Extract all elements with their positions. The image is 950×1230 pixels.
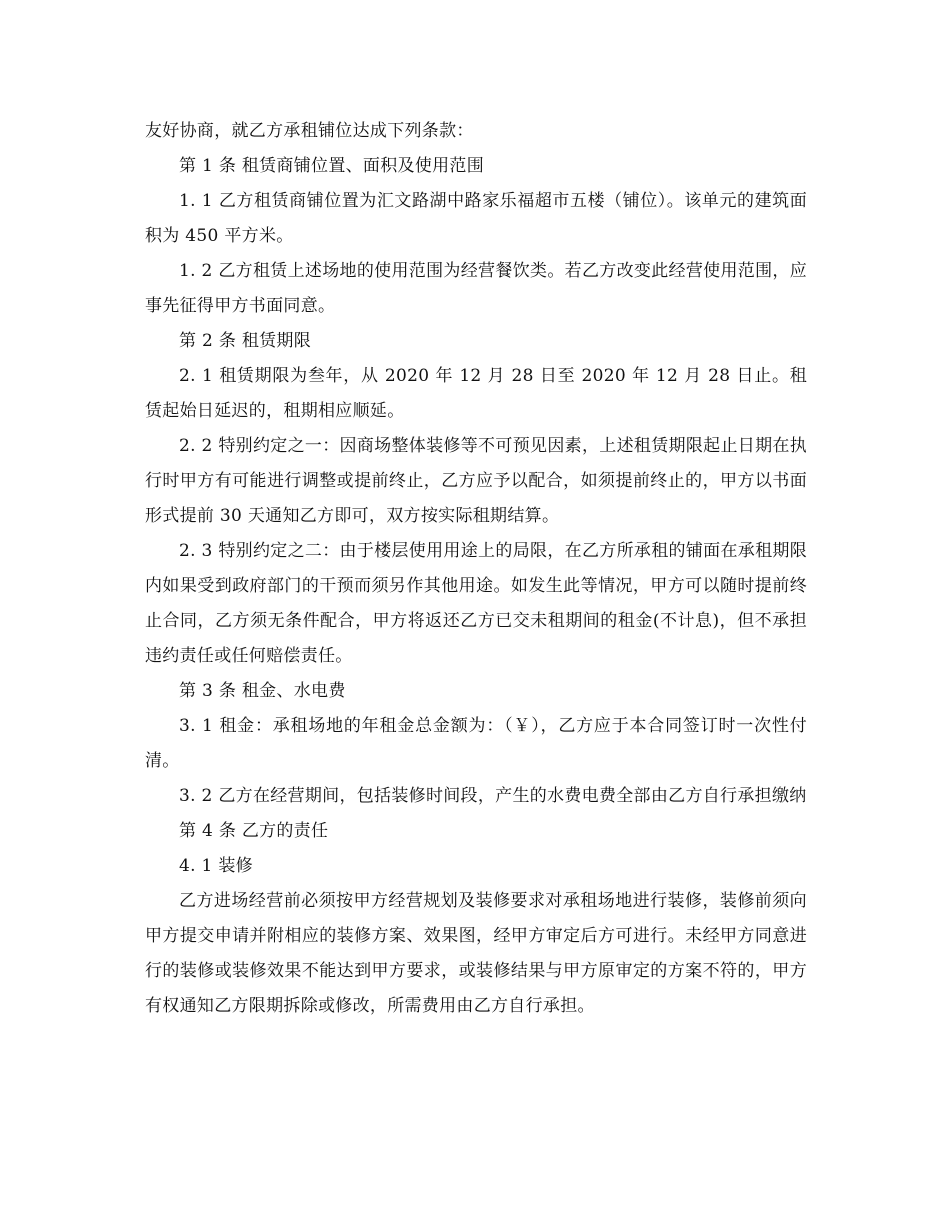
- article-1-heading: 第 1 条 租赁商铺位置、面积及使用范围: [179, 156, 485, 176]
- clause-4-1-body: 乙方进场经营前必须按甲方经营规划及装修要求对承租场地进行装修，装修前须向甲方提交申请并附相应的装修方案、效果图，经甲方审定后方可进行。未经甲方同意进行的装修或装修效果不能达到甲方要求，或装修结果与甲方原审定的方案不符的，甲方有权通知乙方限期拆除或修改，所需费用由乙方自行承担。: [145, 891, 807, 1016]
- clause-1-2: 1. 2 乙方租赁上述场地的使用范围为经营餐饮类。若乙方改变此经营使用范围，应事先征得甲方书面同意。: [145, 261, 807, 316]
- clause-2-1: 2. 1 租赁期限为叁年，从 2020 年 12 月 28 日至 2020 年 12 月 28 日止。租赁起始日延迟的，租期相应顺延。: [145, 366, 807, 421]
- clause-4-1-heading: 4. 1 装修: [179, 856, 253, 876]
- article-3-heading: 第 3 条 租金、水电费: [179, 681, 346, 701]
- clause-1-1: 1. 1 乙方租赁商铺位置为汇文路湖中路家乐福超市五楼（铺位）。该单元的建筑面积为 450 平方米。: [145, 191, 807, 246]
- clause-2-3: 2. 3 特别约定之二：由于楼层使用用途上的局限，在乙方所承租的铺面在承租期限内如果受到政府部门的干预而须另作其他用途。如发生此等情况，甲方可以随时提前终止合同，乙方须无条件配合，甲方将返还乙方已交未租期间的租金(不计息)，但不承担违约责任或任何赔偿责任。: [145, 541, 807, 666]
- clause-3-1: 3. 1 租金：承租场地的年租金总金额为：（￥），乙方应于本合同签订时一次性付清。: [145, 716, 807, 771]
- clause-2-2: 2. 2 特别约定之一：因商场整体装修等不可预见因素，上述租赁期限起止日期在执行时甲方有可能进行调整或提前终止，乙方应予以配合，如须提前终止的，甲方以书面形式提前 30 天通知乙方即可，双方按实际租期结算。: [145, 436, 807, 526]
- document-body: [145, 114, 807, 1024]
- article-4-heading: 第 4 条 乙方的责任: [179, 821, 329, 841]
- paragraph-intro: 友好协商，就乙方承租铺位达成下列条款：: [145, 121, 474, 141]
- article-2-heading: 第 2 条 租赁期限: [179, 331, 312, 351]
- clause-3-2: 3. 2 乙方在经营期间，包括装修时间段，产生的水费电费全部由乙方自行承担缴纳: [179, 786, 807, 806]
